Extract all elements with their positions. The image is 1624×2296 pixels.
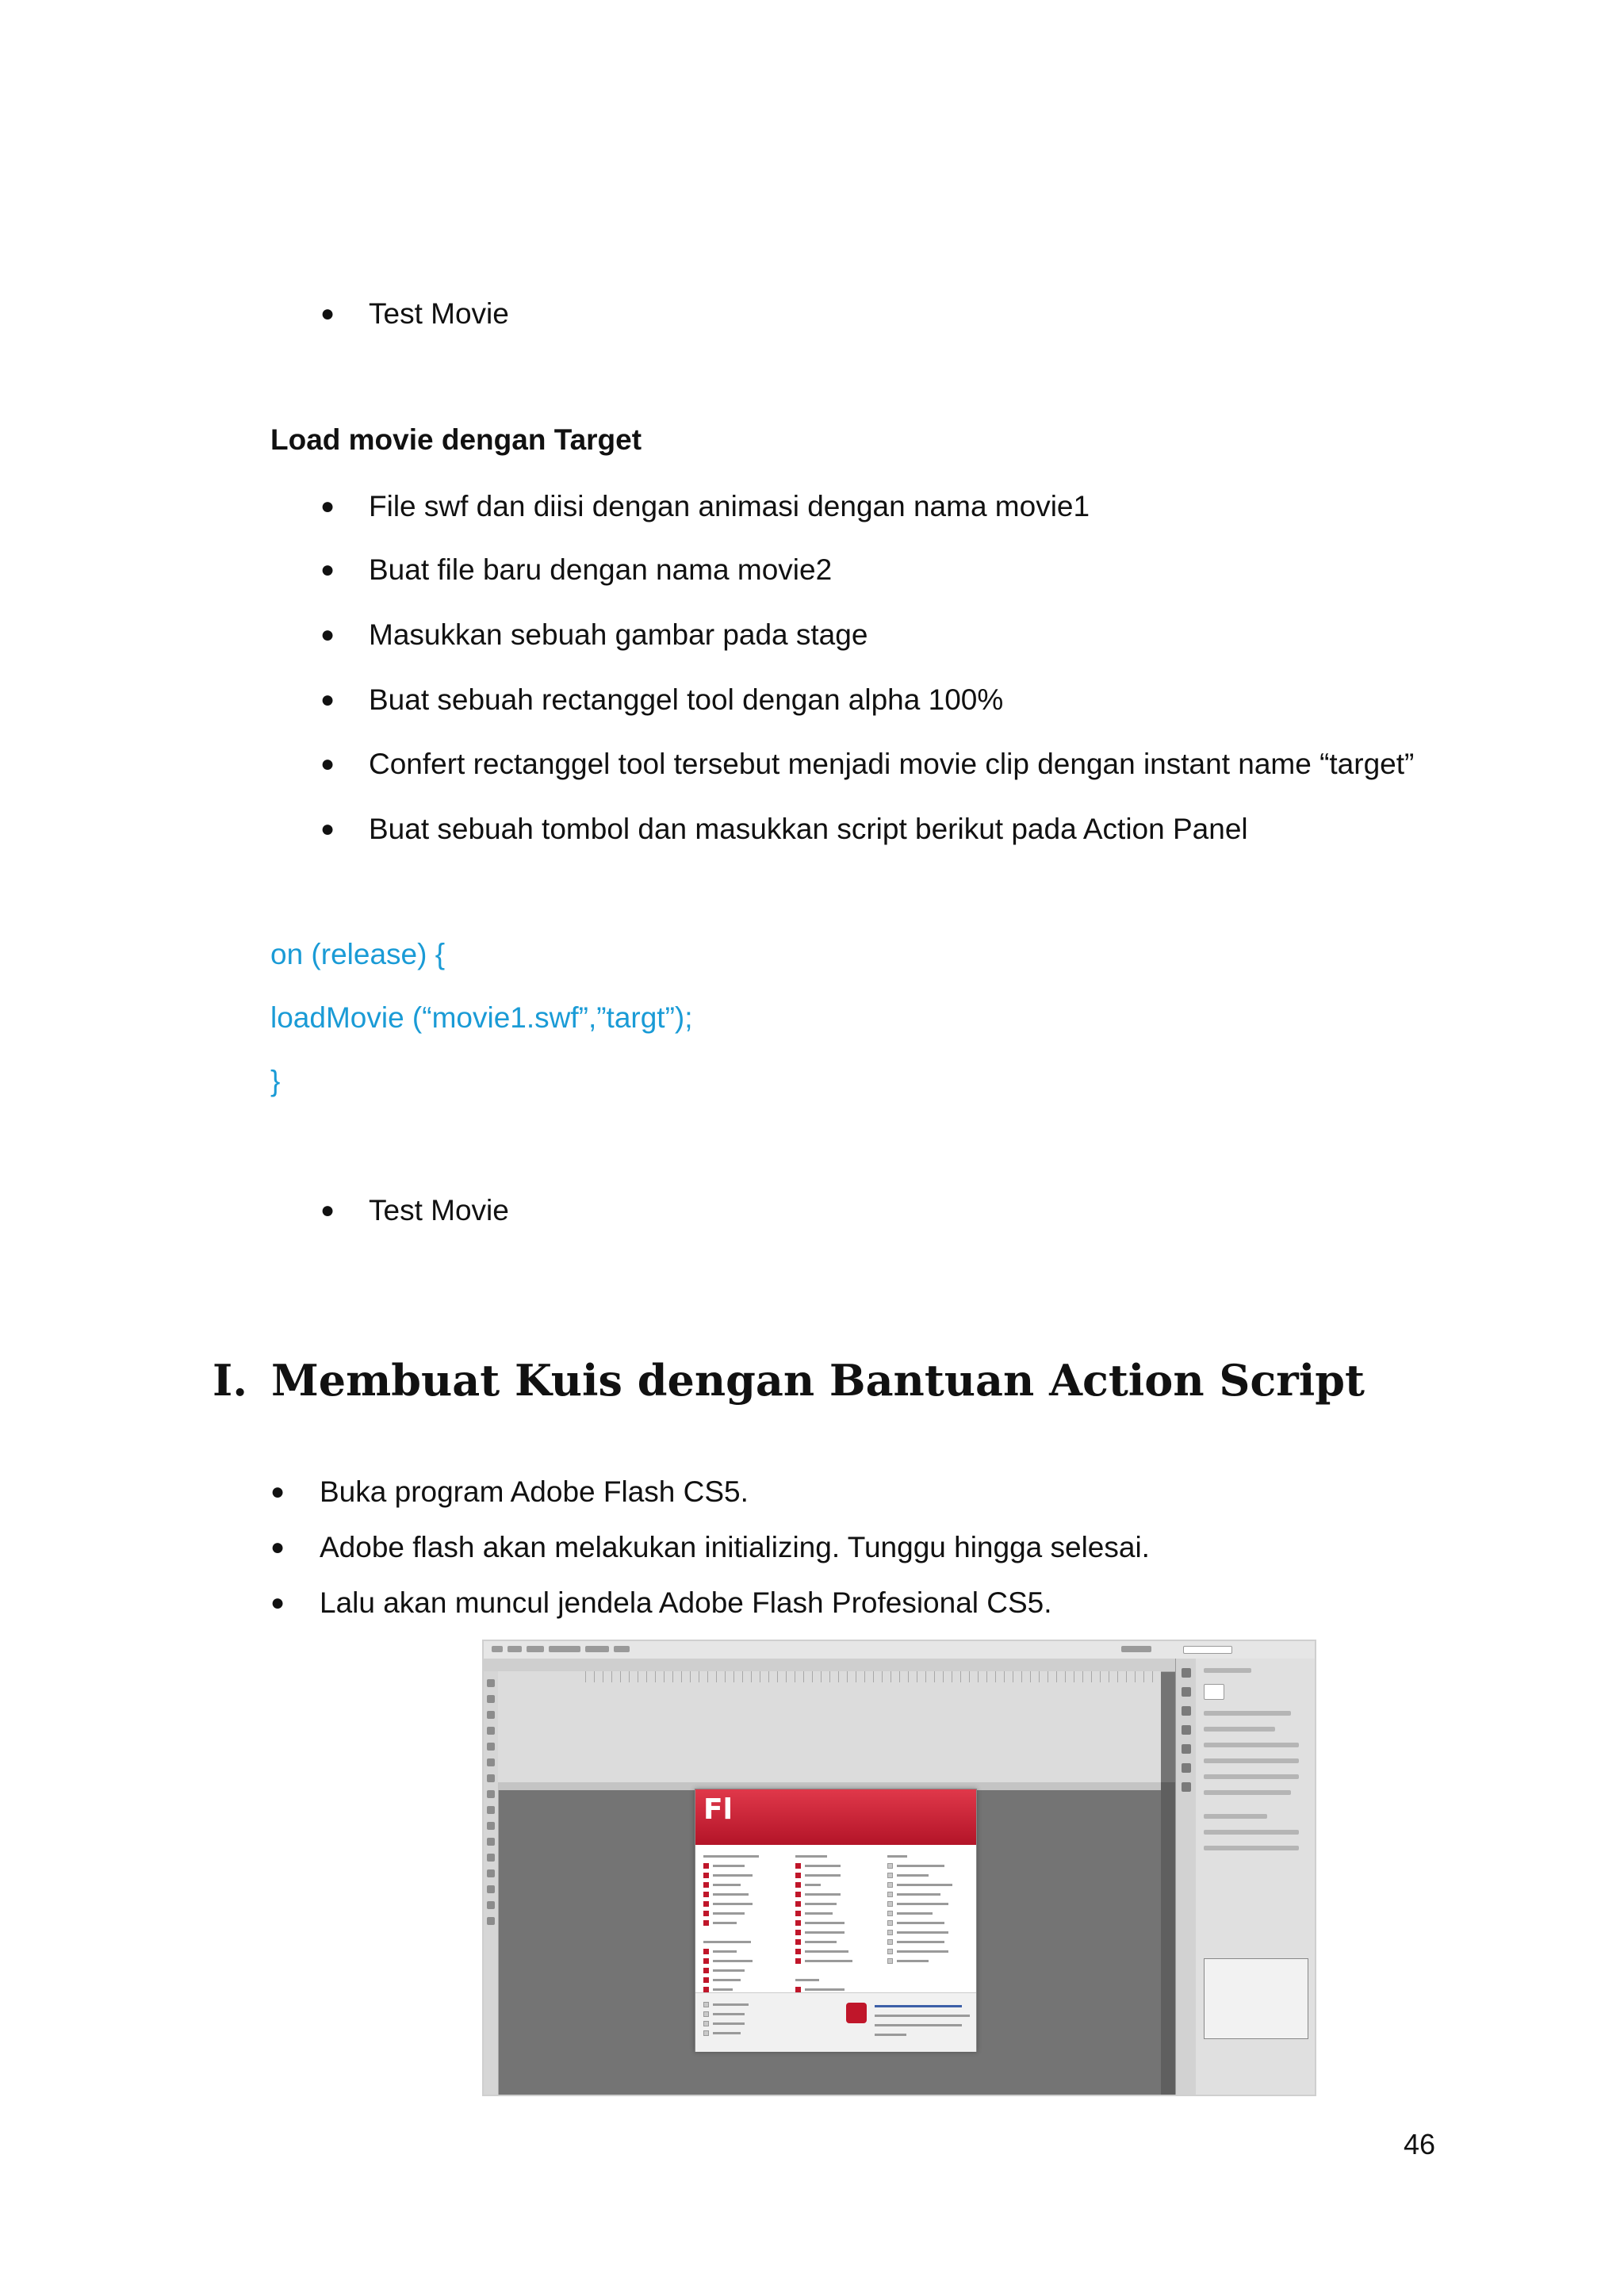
welcome-screen [695,1789,977,2052]
subheading: Load movie dengan Target [270,423,642,456]
document-tab-row [484,1659,1175,1672]
bullet-dot: ● [320,493,335,519]
step-text: Adobe flash akan melakukan initializing. Tunggu hingga selesai. [320,1531,1150,1563]
flash-cs5-screenshot [482,1640,1316,2096]
code-line: loadMovie (“movie1.swf”,”targt”); [270,1001,693,1034]
app-menubar [484,1641,1315,1659]
code-line: on (release) { [270,938,446,970]
bullet-dot: ● [320,816,335,842]
bullet-text: File swf dan diisi dengan animasi dengan nama movie1 [369,490,1090,522]
panel-icon-column [1175,1659,1197,2096]
bullet-text: Confert rectanggel tool tersebut menjadi movie clip dengan instant name “target” [369,748,1415,780]
bullet-dot: ● [320,751,335,777]
heading-number: I. [213,1355,248,1406]
properties-panel [1196,1659,1316,2096]
welcome-column-create-new [795,1851,883,1994]
welcome-header [695,1789,976,1845]
bullet-text: Buat file baru dengan nama movie2 [369,553,833,586]
welcome-column-learn [887,1851,975,1965]
bullet-text: Buat sebuah rectanggel tool dengan alpha 100% [369,683,1004,716]
bullet-dot: ● [320,687,335,713]
bullet-text: Test Movie [369,1194,509,1226]
bullet-text: Buat sebuah tombol dan masukkan script berikut pada Action Panel [369,813,1248,845]
bullet-dot: ● [270,1534,285,1560]
tools-panel [484,1671,499,2096]
code-line: } [270,1065,281,1097]
page-number: 46 [1404,2128,1436,2160]
bullet-text: Test Movie [369,297,509,330]
bullet-dot: ● [270,1479,285,1505]
welcome-footer [695,1992,976,2052]
welcome-column-templates [703,1851,791,1994]
timeline-panel [498,1671,1161,1782]
section-heading [213,1353,1365,1408]
flash-logo-icon: Fl [703,1793,733,1826]
step-text: Lalu akan muncul jendela Adobe Flash Profesional CS5. [320,1586,1052,1619]
stage-scrollbar [1161,1782,1175,2096]
bullet-text: Masukkan sebuah gambar pada stage [369,618,868,651]
heading-title: Membuat Kuis dengan Bantuan Action Script [271,1355,1365,1406]
bullet-dot: ● [270,1590,285,1616]
acrobat-promo-icon [846,2003,867,2023]
bullet-dot: ● [320,557,335,583]
bullet-dot: ● [320,300,335,327]
bullet-dot: ● [320,622,335,648]
bullet-dot: ● [320,1197,335,1223]
step-text: Buka program Adobe Flash CS5. [320,1475,749,1508]
